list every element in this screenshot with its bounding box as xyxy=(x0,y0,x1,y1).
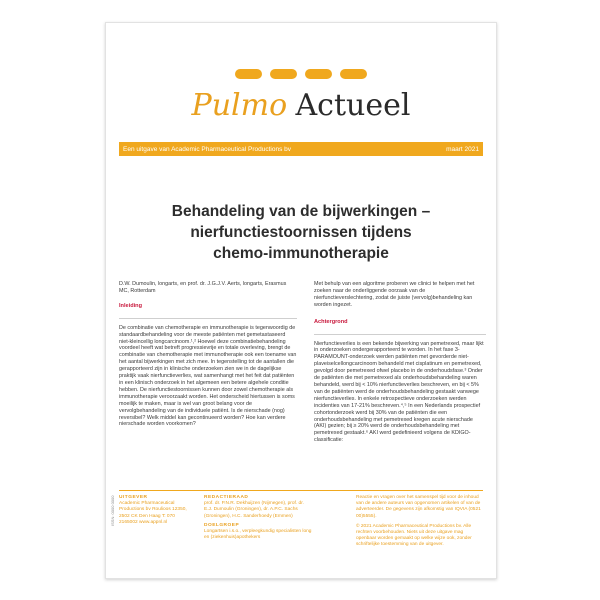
intro-paragraph: Met behulp van een algoritme proberen we clinici te helpen met het zoeken naar de onderliggende oorzaak van de nierfunctieverslechtering, zodat de juiste (vervolg)behandeling kan worden ingezet. xyxy=(314,281,475,308)
capsule-icon xyxy=(270,69,297,79)
capsule-icon xyxy=(305,69,332,79)
footer-text: Academic Pharmaceutical Productions bv Roulioos 12350, 2502 CK Den Haag T: 070 2165002 www.appnl.nl xyxy=(119,501,187,525)
title-line: nierfunctiestoornissen tijdens xyxy=(190,224,412,241)
footer-text: Reactie en vragen over het samenspel tijd voor de inhoud van de andere auteurs van opgenomen artikelen of van de adverteerder. De gegevens zijn afkomstig van IQVIA (0521 00)5555). xyxy=(356,495,481,519)
footer-publisher xyxy=(119,495,193,526)
body-paragraph: De combinatie van chemotherapie en immunotherapie is tegenwoordig de standaardbehandeling voor de meeste patiënten met gemetastaseerd niet-kleincellig longcarcinoom.¹,² Hoewel deze combinatiebehandeling voordeel heeft wat betreft progressievrije en totale overleving, brengt de combinatie van chemotherapie met immunotherapie ook een toename van het aantal bijwerkingen met zich mee. In tegenstelling tot de aantallen die gerapporteerd zijn in klinische onderzoeken zien we in de dagelijkse praktijk vaak nierfunctieverlies, wat samenhangt met het feit dat patiënten in een klinisch onderzoek in het algemeen een betere algehele conditie hebben. De nierfunctiestoornissen kunnen door zowel chemotherapie als immunotherapie veroorzaakt worden. Het onderscheid hiertussen is soms moeilijk te maken, maar is wel van groot belang voor de vervolgbehandeling van de individuele patiënt. Is de nierschade (nog) reversibel? Welk middel kan gecontinueerd worden? Hoe kan verdere nierschade worden voorkomen? xyxy=(119,324,297,428)
left-column xyxy=(119,281,297,428)
section-divider xyxy=(119,318,297,319)
publisher-text: Een uitgave van Academic Pharmaceutical Productions bv xyxy=(123,145,292,153)
section-heading-achtergrond: Achtergrond xyxy=(314,318,348,325)
footer-heading: REDACTIERAAD xyxy=(204,495,249,500)
issue-date: maart 2021 xyxy=(446,145,479,153)
footer-text: prof. dr. P.N.R. Dekhuijzen (Nijmegen), prof. dr. E.J. Dumoulin (Groningen), dr. A.P.C. Sachs (Groningen), H.C. Sanderhoedy (Emmen) xyxy=(204,501,304,519)
footer-editorial xyxy=(204,495,312,541)
footer-divider xyxy=(119,490,483,491)
title-line: Behandeling van de bijwerkingen – xyxy=(171,203,431,220)
footer-text: Longartsen i.s.o., verpleegkundig specialisten long en (ziekenhuis)apothekers xyxy=(204,529,312,541)
footer-legal xyxy=(356,495,484,549)
section-heading-inleiding: Inleiding xyxy=(119,302,142,309)
body-paragraph: Nierfunctieverlies is een bekende bijwerking van pemetrexed, maar lijkt in onderzoeken ondergerapporteerd te worden. In het fase 3-PARAMOUNT-onderzoek werden patiënten met gevorderde niet-plaveiselcellongcarcinoom behandeld met cisplatinum en pemetrexed, gevolgd door pemetrexed ofwel placebo in de onderhoudsfase.³ Onder de patiënten die met pemetrexed als onderhoudsbehandeling waren behandeld, werd bij < 10% nierfunctieverlies beschreven, en bij < 5% van de patiënten werd de onderhoudsbehandeling gestaakt vanwege nierfunctieverlies. In enkele retrospectieve onderzoeken werden incidenties van 17-21% beschreven.⁴,⁵ In een Nederlands prospectief cohortonderzoek werd bij 30% van de patiënten die een onderhoudsbehandeling met pemetrexed kregen acute nierschade (AKI) gezien; bij ≥ 20% werd de onderhoudsbehandeling met pemetrexed gestaakt.⁶ AKI werd gedefinieerd volgens de KDIGO-classificatie: xyxy=(314,340,484,444)
document-page xyxy=(105,22,497,579)
issn-label: ISSN: 0000 0000 xyxy=(110,495,115,526)
article-authors: D.W. Dumoulin, longarts, en prof. dr. J.G.J.V. Aerts, longarts, Erasmus MC, Rotterdam xyxy=(119,281,287,294)
logo-pulmo: Pulmo xyxy=(191,88,288,123)
logo-actueel: Actueel xyxy=(295,88,411,123)
publisher-bar xyxy=(119,142,483,156)
publication-logo xyxy=(106,89,496,123)
right-column xyxy=(314,281,486,444)
footer-heading: UITGEVER xyxy=(119,495,148,500)
capsule-icon xyxy=(235,69,262,79)
footer-text: © 2021 Academic Pharmaceutical Productions bv. Alle rechten voorbehouden. Niets uit deze uitgave mag openbaar worden gemaakt op welke wijze ook, zonder schriftelijke toestemming van de uitgever. xyxy=(356,523,472,548)
title-line: chemo-immunotherapie xyxy=(213,245,389,262)
footer-heading: DOELGROEP xyxy=(204,522,240,528)
capsule-icon xyxy=(340,69,367,79)
article-title xyxy=(146,201,456,264)
section-divider xyxy=(314,334,486,335)
capsule-decoration xyxy=(106,69,496,79)
